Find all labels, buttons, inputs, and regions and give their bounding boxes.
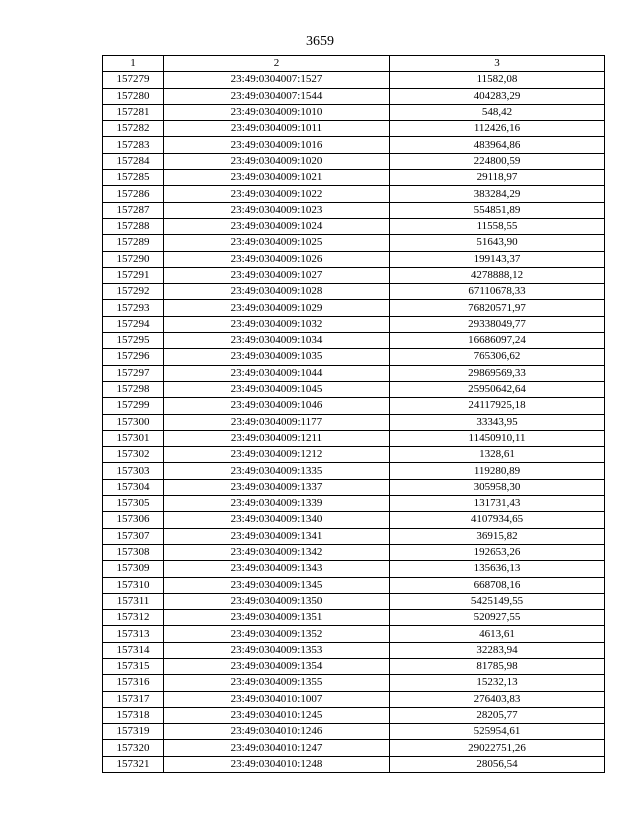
cadastral-number-cell: 23:49:0304009:1016 xyxy=(164,137,390,153)
table-row xyxy=(103,691,605,707)
value-cell: 51643,90 xyxy=(390,235,605,251)
value-cell: 16686097,24 xyxy=(390,333,605,349)
row-number-cell: 157280 xyxy=(103,88,164,104)
value-cell: 29338049,77 xyxy=(390,316,605,332)
cadastral-number-cell: 23:49:0304009:1027 xyxy=(164,267,390,283)
row-number-cell: 157298 xyxy=(103,381,164,397)
cadastral-number-cell: 23:49:0304009:1350 xyxy=(164,593,390,609)
row-number-cell: 157301 xyxy=(103,430,164,446)
cadastral-number-cell: 23:49:0304009:1020 xyxy=(164,153,390,169)
table-row xyxy=(103,479,605,495)
value-cell: 224800,59 xyxy=(390,153,605,169)
row-number-cell: 157307 xyxy=(103,528,164,544)
value-cell: 1328,61 xyxy=(390,447,605,463)
table-row xyxy=(103,251,605,267)
value-cell: 36915,82 xyxy=(390,528,605,544)
row-number-cell: 157292 xyxy=(103,284,164,300)
cadastral-number-cell: 23:49:0304009:1343 xyxy=(164,561,390,577)
value-cell: 24117925,18 xyxy=(390,398,605,414)
value-cell: 199143,37 xyxy=(390,251,605,267)
row-number-cell: 157282 xyxy=(103,121,164,137)
value-cell: 112426,16 xyxy=(390,121,605,137)
cadastral-number-cell: 23:49:0304010:1245 xyxy=(164,707,390,723)
row-number-cell: 157299 xyxy=(103,398,164,414)
cadastral-number-cell: 23:49:0304009:1032 xyxy=(164,316,390,332)
row-number-cell: 157296 xyxy=(103,349,164,365)
value-cell: 15232,13 xyxy=(390,675,605,691)
row-number-cell: 157281 xyxy=(103,104,164,120)
table-row xyxy=(103,756,605,772)
row-number-cell: 157320 xyxy=(103,740,164,756)
table-row xyxy=(103,72,605,88)
registry-table xyxy=(102,55,605,773)
value-cell: 520927,55 xyxy=(390,610,605,626)
table-row xyxy=(103,284,605,300)
table-row xyxy=(103,512,605,528)
row-number-cell: 157309 xyxy=(103,561,164,577)
cadastral-number-cell: 23:49:0304009:1351 xyxy=(164,610,390,626)
table-row xyxy=(103,561,605,577)
row-number-cell: 157314 xyxy=(103,642,164,658)
table-row xyxy=(103,88,605,104)
table-row xyxy=(103,707,605,723)
cadastral-number-cell: 23:49:0304009:1021 xyxy=(164,170,390,186)
value-cell: 76820571,97 xyxy=(390,300,605,316)
cadastral-number-cell: 23:49:0304009:1044 xyxy=(164,365,390,381)
table-row xyxy=(103,430,605,446)
row-number-cell: 157317 xyxy=(103,691,164,707)
value-cell: 28205,77 xyxy=(390,707,605,723)
row-number-cell: 157285 xyxy=(103,170,164,186)
table-row xyxy=(103,202,605,218)
table-row xyxy=(103,121,605,137)
table-row xyxy=(103,300,605,316)
cadastral-number-cell: 23:49:0304009:1010 xyxy=(164,104,390,120)
cadastral-number-cell: 23:49:0304009:1023 xyxy=(164,202,390,218)
row-number-cell: 157305 xyxy=(103,496,164,512)
cadastral-number-cell: 23:49:0304009:1341 xyxy=(164,528,390,544)
cadastral-number-cell: 23:49:0304009:1045 xyxy=(164,381,390,397)
value-cell: 5425149,55 xyxy=(390,593,605,609)
row-number-cell: 157279 xyxy=(103,72,164,88)
value-cell: 383284,29 xyxy=(390,186,605,202)
cadastral-number-cell: 23:49:0304009:1211 xyxy=(164,430,390,446)
row-number-cell: 157315 xyxy=(103,658,164,674)
cadastral-number-cell: 23:49:0304009:1177 xyxy=(164,414,390,430)
value-cell: 28056,54 xyxy=(390,756,605,772)
cadastral-number-cell: 23:49:0304009:1337 xyxy=(164,479,390,495)
value-cell: 4107934,65 xyxy=(390,512,605,528)
value-cell: 67110678,33 xyxy=(390,284,605,300)
cadastral-number-cell: 23:49:0304009:1212 xyxy=(164,447,390,463)
cadastral-number-cell: 23:49:0304009:1024 xyxy=(164,218,390,234)
cadastral-number-cell: 23:49:0304009:1026 xyxy=(164,251,390,267)
row-number-cell: 157312 xyxy=(103,610,164,626)
row-number-cell: 157290 xyxy=(103,251,164,267)
table-row xyxy=(103,153,605,169)
value-cell: 765306,62 xyxy=(390,349,605,365)
table-header-row xyxy=(103,56,605,72)
table-row xyxy=(103,137,605,153)
value-cell: 119280,89 xyxy=(390,463,605,479)
table-row xyxy=(103,658,605,674)
table-row xyxy=(103,186,605,202)
row-number-cell: 157300 xyxy=(103,414,164,430)
table-row xyxy=(103,528,605,544)
cadastral-number-cell: 23:49:0304009:1011 xyxy=(164,121,390,137)
table-row xyxy=(103,675,605,691)
table-row xyxy=(103,170,605,186)
row-number-cell: 157283 xyxy=(103,137,164,153)
cadastral-number-cell: 23:49:0304009:1339 xyxy=(164,496,390,512)
table-row xyxy=(103,610,605,626)
cadastral-number-cell: 23:49:0304009:1352 xyxy=(164,626,390,642)
table-row xyxy=(103,414,605,430)
value-cell: 668708,16 xyxy=(390,577,605,593)
row-number-cell: 157295 xyxy=(103,333,164,349)
table-row xyxy=(103,235,605,251)
row-number-cell: 157308 xyxy=(103,544,164,560)
table-row xyxy=(103,447,605,463)
value-cell: 29869569,33 xyxy=(390,365,605,381)
cadastral-number-cell: 23:49:0304009:1028 xyxy=(164,284,390,300)
table-row xyxy=(103,740,605,756)
row-number-cell: 157288 xyxy=(103,218,164,234)
cadastral-number-cell: 23:49:0304009:1034 xyxy=(164,333,390,349)
value-cell: 404283,29 xyxy=(390,88,605,104)
row-number-cell: 157303 xyxy=(103,463,164,479)
page-number: 3659 xyxy=(306,34,334,49)
table-row xyxy=(103,577,605,593)
cadastral-number-cell: 23:49:0304009:1342 xyxy=(164,544,390,560)
table-row xyxy=(103,642,605,658)
value-cell: 483964,86 xyxy=(390,137,605,153)
cadastral-number-cell: 23:49:0304009:1335 xyxy=(164,463,390,479)
value-cell: 29118,97 xyxy=(390,170,605,186)
cadastral-number-cell: 23:49:0304007:1544 xyxy=(164,88,390,104)
table-row xyxy=(103,218,605,234)
row-number-cell: 157291 xyxy=(103,267,164,283)
cadastral-number-cell: 23:49:0304009:1353 xyxy=(164,642,390,658)
cadastral-number-cell: 23:49:0304009:1355 xyxy=(164,675,390,691)
row-number-cell: 157319 xyxy=(103,724,164,740)
row-number-cell: 157313 xyxy=(103,626,164,642)
table-row xyxy=(103,593,605,609)
row-number-cell: 157302 xyxy=(103,447,164,463)
table-row xyxy=(103,333,605,349)
table-row xyxy=(103,381,605,397)
cadastral-number-cell: 23:49:0304009:1025 xyxy=(164,235,390,251)
cadastral-number-cell: 23:49:0304009:1046 xyxy=(164,398,390,414)
cadastral-number-cell: 23:49:0304009:1022 xyxy=(164,186,390,202)
table-row xyxy=(103,724,605,740)
value-cell: 525954,61 xyxy=(390,724,605,740)
row-number-cell: 157297 xyxy=(103,365,164,381)
table-row xyxy=(103,544,605,560)
value-cell: 11558,55 xyxy=(390,218,605,234)
value-cell: 11582,08 xyxy=(390,72,605,88)
cadastral-number-cell: 23:49:0304010:1246 xyxy=(164,724,390,740)
row-number-cell: 157287 xyxy=(103,202,164,218)
table-row xyxy=(103,398,605,414)
cadastral-number-cell: 23:49:0304009:1035 xyxy=(164,349,390,365)
table-row xyxy=(103,104,605,120)
value-cell: 32283,94 xyxy=(390,642,605,658)
value-cell: 554851,89 xyxy=(390,202,605,218)
table-row xyxy=(103,349,605,365)
value-cell: 135636,13 xyxy=(390,561,605,577)
row-number-cell: 157311 xyxy=(103,593,164,609)
row-number-cell: 157318 xyxy=(103,707,164,723)
value-cell: 192653,26 xyxy=(390,544,605,560)
row-number-cell: 157284 xyxy=(103,153,164,169)
cadastral-number-cell: 23:49:0304010:1247 xyxy=(164,740,390,756)
value-cell: 305958,30 xyxy=(390,479,605,495)
column-header: 1 xyxy=(103,56,164,72)
table-row xyxy=(103,463,605,479)
row-number-cell: 157316 xyxy=(103,675,164,691)
cadastral-number-cell: 23:49:0304009:1340 xyxy=(164,512,390,528)
row-number-cell: 157310 xyxy=(103,577,164,593)
value-cell: 29022751,26 xyxy=(390,740,605,756)
row-number-cell: 157321 xyxy=(103,756,164,772)
value-cell: 4278888,12 xyxy=(390,267,605,283)
row-number-cell: 157304 xyxy=(103,479,164,495)
value-cell: 25950642,64 xyxy=(390,381,605,397)
column-header: 2 xyxy=(164,56,390,72)
table-row xyxy=(103,365,605,381)
column-header: 3 xyxy=(390,56,605,72)
row-number-cell: 157289 xyxy=(103,235,164,251)
value-cell: 131731,43 xyxy=(390,496,605,512)
cadastral-number-cell: 23:49:0304010:1007 xyxy=(164,691,390,707)
table-row xyxy=(103,267,605,283)
table-row xyxy=(103,496,605,512)
cadastral-number-cell: 23:49:0304007:1527 xyxy=(164,72,390,88)
row-number-cell: 157286 xyxy=(103,186,164,202)
table-row xyxy=(103,626,605,642)
value-cell: 81785,98 xyxy=(390,658,605,674)
value-cell: 4613,61 xyxy=(390,626,605,642)
row-number-cell: 157293 xyxy=(103,300,164,316)
value-cell: 11450910,11 xyxy=(390,430,605,446)
cadastral-number-cell: 23:49:0304009:1354 xyxy=(164,658,390,674)
cadastral-number-cell: 23:49:0304010:1248 xyxy=(164,756,390,772)
value-cell: 276403,83 xyxy=(390,691,605,707)
row-number-cell: 157294 xyxy=(103,316,164,332)
cadastral-number-cell: 23:49:0304009:1345 xyxy=(164,577,390,593)
table-body xyxy=(103,72,605,773)
cadastral-number-cell: 23:49:0304009:1029 xyxy=(164,300,390,316)
row-number-cell: 157306 xyxy=(103,512,164,528)
value-cell: 548,42 xyxy=(390,104,605,120)
table-row xyxy=(103,316,605,332)
value-cell: 33343,95 xyxy=(390,414,605,430)
